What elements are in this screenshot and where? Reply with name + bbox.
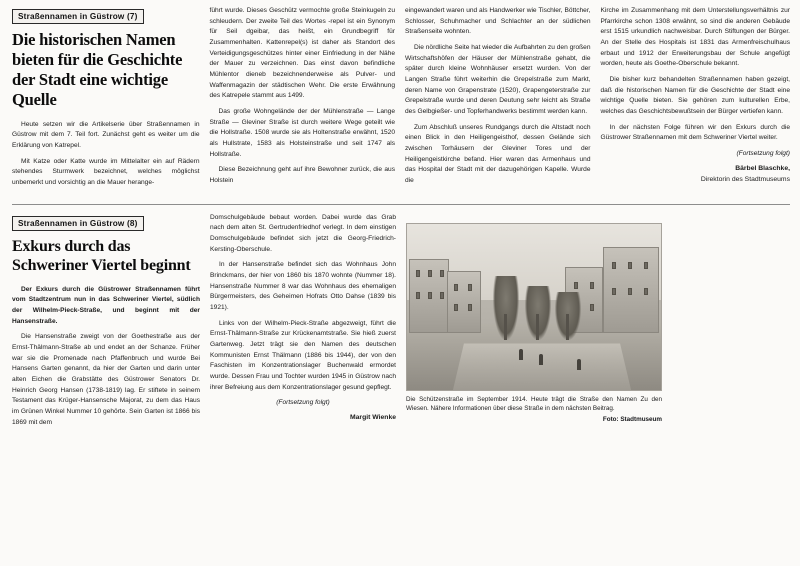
article1-paragraph: Zum Abschluß unseres Rundgangs durch die Altstadt noch einen Blick in den Heiligengeisthof, dessen Gelände sich zwischen Torhäusern der Gleviner Tores und der Heiligengeistkirche befand. Hier waren das Armenhaus und das Hospital der Stadt mit der dazugehörigen Kapelle. Wurde die xyxy=(405,123,591,185)
article2-headline: Exkurs durch das Schweriner Viertel beginnt xyxy=(12,237,191,275)
article1-paragraph: Kirche im Zusammenhang mit dem Unterstellungsverhältnis zur Pfarrkirche schon 1308 erwähnt, so sind die anderen Gebäude erst 1515 urkundlich nachweisbar. Durch Stiftungen der Bürger. An der Stelle des Hospitals ist 1831 das Armenfreischulhaus erbaut und 1912 der Erweiterungsbau der Schule angefügt worden, heute als Goethe-Oberschule bekannt. xyxy=(600,7,790,68)
article1-paragraph: Mit Katze oder Katte wurde im Mittelalter ein auf Rädern stehendes Sturmwerk bezeichnet, welches möglichst unbemerkt und vorsichtig an die Mauer herange- xyxy=(12,157,200,186)
article2-column-2 xyxy=(210,213,396,434)
photo-tree xyxy=(555,292,581,340)
article2-kicker: Straßennamen in Güstrow (8) xyxy=(12,216,144,231)
photo-tree xyxy=(493,276,519,340)
article2-signature: Margit Wienke xyxy=(349,414,396,422)
section-divider xyxy=(12,204,790,205)
article1-column-3 xyxy=(405,6,591,194)
article1-column-4 xyxy=(601,6,791,194)
article1-paragraph: Das große Wohngelände der der Mühlenstraße — Lange Straße — Gleviner Straße ist durch weitere Wege geteilt wie die Hollstraße. 1508 wurde sie als Holtenstraße erwähnt, 1520 als Hullstrate, 1583 als Holsteinstraße und seit 1747 als Hollstraße. xyxy=(209,108,395,158)
article1-paragraph: Heute setzen wir die Artikelserie über Straßennamen in Güstrow mit dem 7. Teil fort. Zunächst geht es weiter um die Erklärung von Katrepel. xyxy=(12,120,200,149)
article1-signature xyxy=(601,164,791,186)
article2-paragraph: Links von der Wilhelm-Pieck-Straße abgezweigt, führt die Ernst-Thälmann-Straße zur Krückenamtstraße. Sie hieß zuerst Gartenweg. Jetzt trägt sie den Namen des deutschen Kommunisten Ernst Thälmann (1886 bis 1944), der von den Faschisten im Konzentrationslager Buchenwald ermordet wurde. Dessen Frau und Tochter wurden 1945 in Güstrow nach ihrer Befreiung aus dem Konzentrationslager gesund gepflegt. xyxy=(210,319,396,391)
article1-paragraph: führt wurde. Dieses Geschütz vermochte große Steinkugeln zu schleudern. Der zweite Teil des Wortes -repel ist ein Synonym für Seil dgeibar, das heißt, ein Grundbegriff für Zusammenhalten. Kattenrepel(s) ist daher als Standort des Verteidigungsgeschützes hinter einer Einfriedung in der Nähe der Mauer zu verzeichnen. Das einst davon befindliche Mühlentor dieneb bezeichnenderweise als Pulver- und Waffenmagazin der städtischen Wehr. Die erste Erwähnung des Katrepele stammt aus 1499. xyxy=(209,7,395,100)
photo-road xyxy=(453,343,631,389)
article1-signature-role: Direktorin des Stadtmuseums xyxy=(700,175,790,183)
article2-paragraph: Die Hansenstraße zweigt von der Goethestraße aus der Ernst-Thälmann-Straße ab und endet an der Schanze. Früher war sie die Promenade nach Pfaffenbruch und wurde Bei Hansens Garten genannt, da hier der Garten und darin unter alten Eichen die Grabstätte des Güstrower Senators Dr. Heinrich Georg Hansen (1738-1819) lag. Er stiftete in seinem Testament das Krüger-Hansensche Majorat, zu dem das Haus im Grünen Winkel Nummer 10 gehörte. Sein Garten ist 1866 bis 1869 mit dem xyxy=(12,333,200,426)
photo-spacer xyxy=(406,213,662,219)
photo-block xyxy=(406,223,662,424)
article1-column-2 xyxy=(210,6,396,194)
photo-caption: Die Schützenstraße im September 1914. Heute trägt die Straße den Namen Zu den Wiesen. Nähere Informationen über diese Straße in dem nächsten Beitrag. xyxy=(406,395,662,413)
photo-building xyxy=(447,271,481,333)
article1-column-1 xyxy=(12,6,200,194)
article1-paragraph: Die bisher kurz behandelten Straßennamen haben gezeigt, daß die historischen Namen für die Geschichte der Stadt eine wichtige Quelle bieten. Sie gehören zum kulturellen Erbe, welches das Geschichtsbewußtsein der Bürger vertiefen kann. xyxy=(600,76,790,116)
article2-column-1 xyxy=(12,213,200,434)
photo-tree xyxy=(525,286,551,340)
article1-paragraph: Die nördliche Seite hat wieder die Aufbahrten zu den großen Wirtschaftshöfen der Häuser der Mühlenstraße gehabt, die später durch kleine Wohnhäuser ersetzt wurden. Von der Langen Straße führt weiterhin die Grepelstraße zum Markt, deren Name von Grapenstrate (1520), Grapengeterstraße zur Grepelstraße wurde und deren Deutung sehr leicht als Straße des Gelbgießer- und Topferhandwerks bestimmt werden kann. xyxy=(405,44,591,116)
kicker-wrapper xyxy=(12,6,200,24)
photo-credit: Foto: Stadtmuseum xyxy=(602,416,662,424)
article1-headline: Die historischen Namen bieten für die Geschichte der Stadt eine wichtige Quelle xyxy=(12,30,183,110)
article2-continuation: (Fortsetzung folgt) xyxy=(276,399,330,407)
photo-person xyxy=(539,354,543,365)
photo-person xyxy=(577,359,581,370)
article1-signature-name: Bärbel Blaschke, xyxy=(735,165,790,173)
article1-paragraph: Diese Bezeichnung geht auf ihre Bewohner zurück, die aus Holstein xyxy=(209,166,395,185)
article2-paragraph: Der Exkurs durch die Güstrower Straßennamen führt vom Stadtzentrum nun in das Schweriner Viertel, südlich der Wilhelm-Pieck-Straße, und beginnt mit der Hansenstraße. xyxy=(12,285,200,325)
article2-paragraph: Domschulgebäude bebaut worden. Dabei wurde das Grab nach dem alten St. Gertrudenfriedhof verlegt. In dem einstigen Domschulgebäude befindet sich jetzt die Georg-Friedrich-Kersting-Oberschule. xyxy=(210,213,396,253)
photo-building xyxy=(409,259,449,333)
photo-building xyxy=(603,247,659,333)
article1-paragraph: In der nächsten Folge führen wir den Exkurs durch die Güstrower Straßennamen mit dem Schweriner Viertel weiter. xyxy=(600,123,790,142)
article2-paragraph: In der Hansenstraße befindet sich das Wohnhaus John Brinckmans, der hier von 1860 bis 1870 wohnte (Nummer 18). Hansenstraße Nummer 8 war das Wohnhaus des ehemaligen Bürgermeisters, des Geheimen Hofrats Otto Dahse (1839 bis 1921). xyxy=(210,261,396,311)
article-strassennamen-7 xyxy=(12,6,790,194)
article1-kicker: Straßennamen in Güstrow (7) xyxy=(12,9,144,24)
kicker-wrapper xyxy=(12,213,200,231)
photo-person xyxy=(519,349,523,360)
article1-continuation: (Fortsetzung folgt) xyxy=(736,150,790,158)
historic-street-photo xyxy=(406,223,662,391)
article-strassennamen-8 xyxy=(12,213,790,434)
article1-paragraph: eingewandert waren und als Handwerker wie Tischler, Böttcher, Schlosser, Schuhmacher und Schlachter an der südlichen Straßenseite wohnten. xyxy=(405,7,591,36)
article2-photo-column xyxy=(406,213,662,434)
